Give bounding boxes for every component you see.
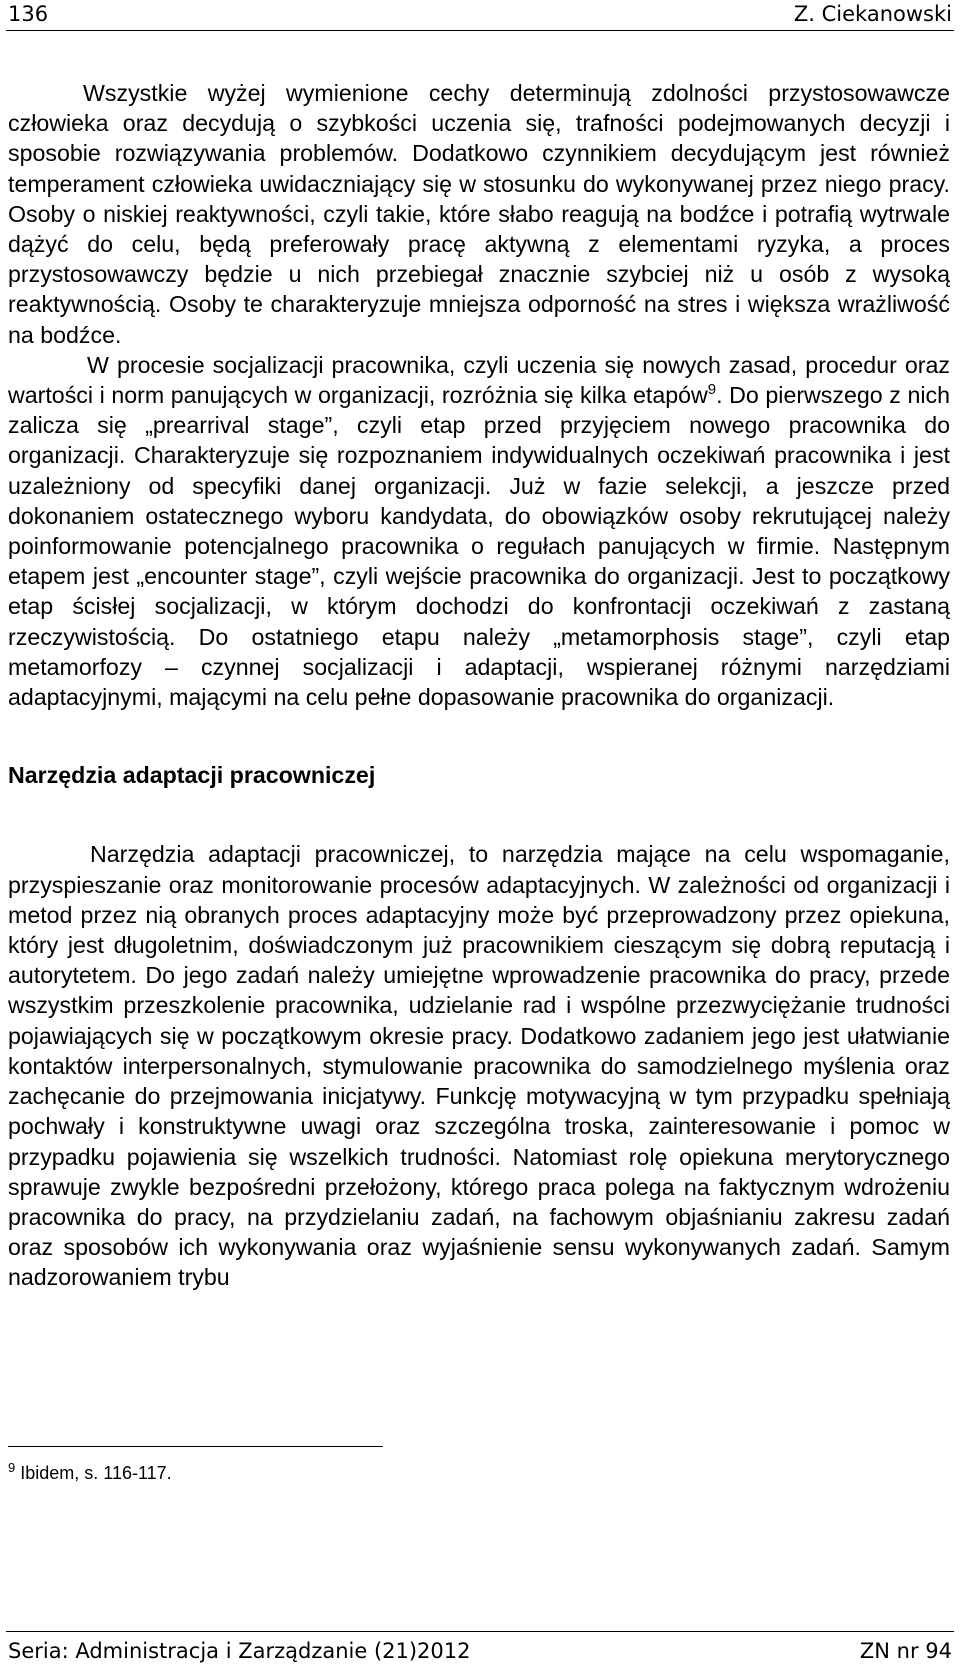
running-head-author: Z. Ciekanowski (793, 2, 952, 26)
footnote (8, 1461, 172, 1485)
footnote-text: Ibidem, s. 116-117. (15, 1463, 172, 1483)
page-header (6, 0, 954, 31)
journal-series: Seria: Administracja i Zarządzanie (21)2012 (8, 1639, 471, 1663)
page-footer (6, 1631, 954, 1670)
paragraph-adaptation-traits: Wszystkie wyżej wymienione cechy determinują zdolności przystosowawcze człowieka oraz decydują o szybkości uczenia się, trafności podejmowanych decyzji i sposobie rozwiązywania problemów. Dodatkowo czynnikiem decydującym jest również temperament człowieka uwidaczniający się w stosunku do wykonywanej przez niego pracy. Osoby o niskiej reaktywności, czyli takie, które słabo reagują na bodźce i potrafią wytrwale dążyć do celu, będą preferowały pracę aktywną z elementami ryzyka, a proces przystosowawczy będzie u nich przebiegał znacznie szybciej niż u osób z wysoką reaktywnością. Osoby te charakteryzuje mniejsza odporność na stres i większa wrażliwość na bodźce. (8, 80, 950, 348)
paragraph-text: . Do pierwszego z nich zalicza się „prearrival stage”, czyli etap przed przyjęciem nowego pracownika do organizacji. Charakteryzuje się rozpoznaniem indywidualnych oczekiwań pracownika i jest uzależniony od specyfiki danej organizacji. Już w fazie selekcji, a jeszcze przed dokonaniem ostatecznego wyboru kandydata, do obowiązków osoby rekrutującej należy poinformowanie potencjalnego pracownika o regułach panujących w firmie. Następnym etapem jest „encounter stage”, czyli wejście pracownika do organizacji. Jest to początkowy etap ścisłej socjalizacji, w którym dochodzi do konfrontacji oczekiwań z zastaną rzeczywistością. Do ostatniego etapu należy „metamorphosis stage”, czyli etap metamorfozy – czynnej socjalizacji i adaptacji, wspieranej różnymi narzędziami adaptacyjnymi, mającymi na celu pełne dopasowanie pracownika do organizacji. (8, 382, 950, 711)
paragraph-adaptation-tools: Narzędzia adaptacji pracowniczej, to narzędzia mające na celu wspomaganie, przyspieszanie oraz monitorowanie procesów adaptacyjnych. W zależności od organizacji i metod przez nią obranych proces adaptacyjny może być przeprowadzony przez opiekuna, który jest długoletnim, doświadczonym już pracownikiem cieszącym się dobrą reputacją i autorytetem. Do jego zadań należy umiejętne wprowadzenie pracownika do pracy, przede wszystkim przeszkolenie pracownika, udzielanie rad i wspólne przezwyciężanie trudności pojawiających się w początkowym okresie pracy. Dodatkowo zadaniem jego jest ułatwianie kontaktów interpersonalnych, stymulowanie pracownika do samodzielnego myślenia oraz zachęcanie do przejmowania inicjatywy. Funkcję motywacyjną w tym przypadku spełniają pochwały i konstruktywne uwagi oraz szczególna troska, zainteresowanie i pomoc w przypadku pojawienia się wszelkich trudności. Natomiast rolę opiekuna merytorycznego sprawuje zwykle bezpośredni przełożony, którego praca polega na faktycznym wdrożeniu pracownika do pracy, na przydzielaniu zadań, na fachowym objaśnianiu zakresu zadań oraz sposobów ich wykonywania oraz wyjaśnienie sensu wykonywanych zadań. Samym nadzorowaniem trybu (8, 841, 950, 1291)
footnote-separator (8, 1446, 383, 1447)
main-text (8, 78, 950, 1293)
footnote-reference: 9 (707, 381, 717, 399)
issue-number: ZN nr 94 (859, 1639, 952, 1663)
paragraph-text: W procesie socjalizacji pracownika, czyli uczenia się nowych zasad, procedur oraz wartości i norm panujących w organizacji, rozróżnia się kilka etapów (8, 351, 950, 409)
paragraph-socialization-stages (8, 350, 950, 712)
footnote-number: 9 (8, 1460, 16, 1475)
section-heading: Narzędzia adaptacji pracowniczej (8, 762, 376, 789)
page-number: 136 (8, 2, 49, 26)
